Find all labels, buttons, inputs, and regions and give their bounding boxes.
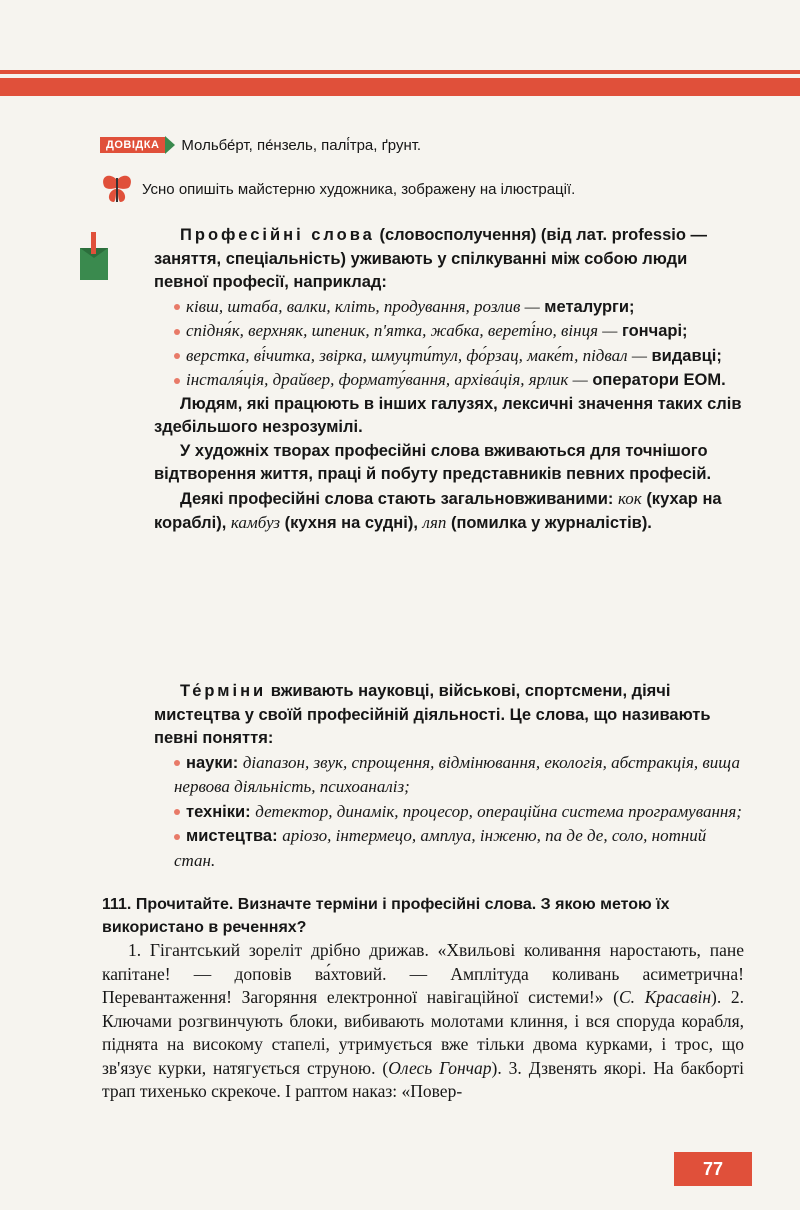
task-text: Усно опишіть майстерню художника, зображену на ілюстрації. <box>142 180 576 198</box>
bullet-icon <box>174 353 180 359</box>
list-item: ківш, штаба, валки, кліть, продування, розлив — металурги; <box>154 295 742 320</box>
reference-badge: ДОВІДКА <box>100 137 165 153</box>
exercise-text: 1. Гігантський зореліт дрібно дрижав. «Хвильові коливання наростають, пане капітане! — доповів ва́хтовий. — Амплітуда коливань асиметрична! Перевантаження! Загоряння електронної навігаційної системи!» (С. Красавін). 2. Ключами розгвинчують блоки, вибивають молотами клиння, і вся споруда корабля, піднята на високому стапелі, утримується вже тільки двома курками, і трос, що зв'язує курки, натягується струною. (Олесь Гончар). 3. Дзвенять якорі. На бакборті трап тихенько скрекоче. І раптом наказ: «Повер- <box>102 940 745 1101</box>
list-item: інсталя́ція, драйвер, формату́вання, архіва́ція, ярлик — оператори ЕОМ. <box>154 368 742 393</box>
bullet-icon <box>174 834 180 840</box>
bullet-icon <box>174 760 180 766</box>
rule1-paragraph: Людям, які працюють в інших галузях, лексичні значення таких слів здебільшого незрозумілі. <box>154 394 742 436</box>
bullet-icon <box>174 378 180 384</box>
rule1-head: Професійні слова <box>180 226 375 244</box>
list-item: науки: діапазон, звук, спрощення, відмінювання, екологія, абстракція, вища нервова діяльність, психоаналіз; <box>174 752 740 796</box>
rule2-head: Те́рміни <box>180 682 267 700</box>
list-item: верстка, ві́читка, звірка, шмуцти́тул, фо́рзац, маке́т, підвал — видавці; <box>154 344 742 369</box>
butterfly-icon <box>100 172 134 206</box>
list-item: техніки: детектор, динамік, процесор, операційна система програмування; <box>154 800 742 825</box>
rule1-paragraph: Деякі професійні слова стають загальновживаними: кок (кухар на кораблі), камбуз (кухня на судні), ляп (помилка у журналістів). <box>154 488 722 532</box>
header-stripe <box>0 78 800 96</box>
reference-note <box>100 136 421 154</box>
bullet-icon <box>174 329 180 335</box>
bullet-icon <box>174 809 180 815</box>
list-item: спідня́к, верхняк, шпеник, п'ятка, жабка, вереті́но, вінця — гончарі; <box>154 319 742 344</box>
oral-task <box>100 172 575 206</box>
page-number: 77 <box>674 1152 752 1186</box>
rule1-paragraph: У художніх творах професійні слова вживаються для точнішого відтворення життя, праці й побуту представників певних професій. <box>154 441 712 483</box>
bullet-icon <box>174 304 180 310</box>
reference-text: Мольбе́рт, пе́нзель, палі́тра, ґрунт. <box>181 136 422 154</box>
arrow-right-icon <box>165 136 175 154</box>
bookmark-icon <box>80 232 108 280</box>
rule-professional-words <box>154 224 742 536</box>
list-item: мистецтва: аріозо, інтермецо, амплуа, інженю, па де де, соло, нотний стан. <box>174 826 707 870</box>
header-thin-stripe <box>0 70 800 74</box>
exercise-title: 111. Прочитайте. Визначте терміни і професійні слова. З якою метою їх використано в реченнях? <box>102 896 670 936</box>
rule-terms <box>154 680 742 873</box>
rule2-definition: Те́рміни вживають науковці, військові, спортсмени, діячі мистецтва у своїй професійній діяльності. Це слова, що називають певні поняття: <box>154 682 711 747</box>
rule1-definition: Професійні слова (словосполучення) (від лат. professio — заняття, спеціальність) уживають у спілкуванні між собою люди певної професії, наприклад: <box>154 226 707 291</box>
